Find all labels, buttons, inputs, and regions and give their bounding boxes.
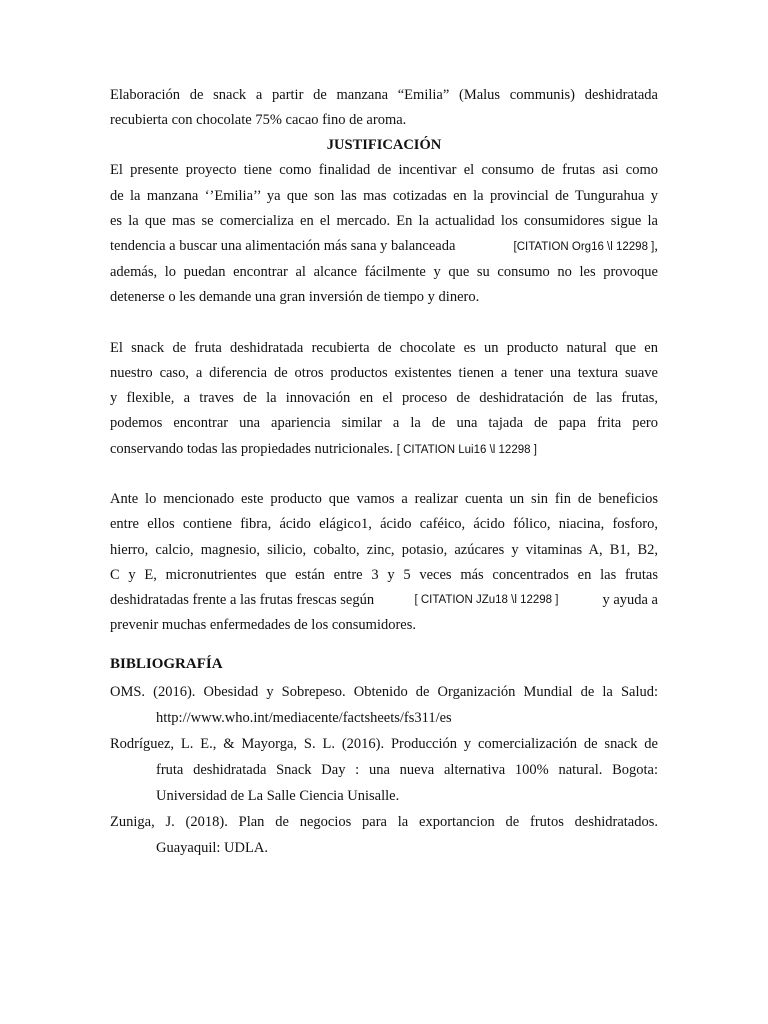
paragraph-2-line-4: podemos encontrar una apariencia similar a la de una tajada de papa frita pero bbox=[110, 415, 658, 431]
bibliography-entry-2-line-3: Universidad de La Salle Ciencia Unisalle. bbox=[156, 788, 400, 804]
paragraph-3-line-3: hierro, calcio, magnesio, silicio, cobalto, zinc, potasio, azúcares y vitaminas A, B1, B2, bbox=[110, 542, 658, 558]
justification-heading: JUSTIFICACIÓN bbox=[326, 137, 442, 153]
bibliography-entry-2-line-1: Rodríguez, L. E., & Mayorga, S. L. (2016). Producción y comercialización de snack de bbox=[110, 736, 658, 752]
paragraph-3-line-4: C y E, micronutrientes que están entre 3 y 5 veces más concentrados en las frutas bbox=[110, 567, 658, 583]
citation-jzu18: [ CITATION JZu18 \l 12298 ] bbox=[414, 594, 559, 606]
paragraph-2-line-2: nuestro caso, a diferencia de otros productos existentes tienen a tener una textura suave bbox=[110, 365, 658, 381]
bibliography-entry-2-line-2: fruta deshidratada Snack Day : una nueva alternativa 100% natural. Bogota: bbox=[156, 762, 658, 778]
bibliography-entry-1-url: http://www.who.int/mediacente/factsheets/fs311/es bbox=[156, 710, 452, 726]
paragraph-1-line-1: El presente proyecto tiene como finalidad de incentivar el consumo de frutas asi como bbox=[110, 162, 658, 178]
paragraph-3-line-1: Ante lo mencionado este producto que vamos a realizar cuenta un sin fin de beneficios bbox=[110, 491, 658, 507]
paragraph-1-line-3: es la que mas se comercializa en el mercado. En la actualidad los consumidores sigue la bbox=[110, 213, 658, 229]
paragraph-3-line-5-after: y ayuda a bbox=[598, 592, 658, 608]
citation-lui16: [ CITATION Lui16 \l 12298 ] bbox=[396, 444, 537, 456]
paragraph-3-line-5-text: deshidratadas frente a las frutas frescas según bbox=[110, 592, 375, 608]
paragraph-2-line-5 bbox=[110, 436, 658, 462]
paragraph-3-line-5 bbox=[110, 587, 658, 613]
paragraph-1-line-5: además, lo puedan encontrar al alcance fácilmente y que su consumo no les provoque bbox=[110, 264, 658, 280]
bibliography-entry-1-line-1: OMS. (2016). Obesidad y Sobrepeso. Obtenido de Organización Mundial de la Salud: bbox=[110, 684, 658, 700]
document-title-line-2: recubierta con chocolate 75% cacao fino de aroma. bbox=[110, 112, 407, 128]
bibliography-heading: BIBLIOGRAFÍA bbox=[110, 656, 223, 672]
paragraph-1-line-4-text: tendencia a buscar una alimentación más sana y balanceada bbox=[110, 238, 456, 254]
paragraph-2-line-1: El snack de fruta deshidratada recubierta de chocolate es un producto natural que en bbox=[110, 340, 658, 356]
paragraph-2-line-5-text: conservando todas las propiedades nutricionales. bbox=[110, 441, 397, 457]
bibliography-entry-3-line-1: Zuniga, J. (2018). Plan de negocios para la exportancion de frutos deshidratados. bbox=[110, 814, 658, 830]
paragraph-3-line-6: prevenir muchas enfermedades de los consumidores. bbox=[110, 617, 417, 633]
paragraph-2-line-3: y flexible, a traves de la innovación en el proceso de deshidratación de las frutas, bbox=[110, 390, 658, 406]
paragraph-1-line-4-after: , bbox=[654, 238, 658, 254]
paragraph-1-line-2: de la manzana ‘’Emilia’’ ya que son las mas cotizadas en la provincial de Tungurahua y bbox=[110, 188, 658, 204]
document-title-line-1: Elaboración de snack a partir de manzana “Emilia” (Malus communis) deshidratada bbox=[110, 87, 658, 103]
paragraph-3-line-2: entre ellos contiene fibra, ácido elágico1, ácido caféico, ácido fólico, niacina, fosforo, bbox=[110, 516, 658, 532]
bibliography-entry-3-line-2: Guayaquil: UDLA. bbox=[156, 840, 268, 856]
paragraph-1-line-4 bbox=[110, 233, 658, 259]
citation-org16: [CITATION Org16 \l 12298 ] bbox=[513, 241, 655, 253]
paragraph-1-line-6: detenerse o les demande una gran inversión de tiempo y dinero. bbox=[110, 289, 480, 305]
